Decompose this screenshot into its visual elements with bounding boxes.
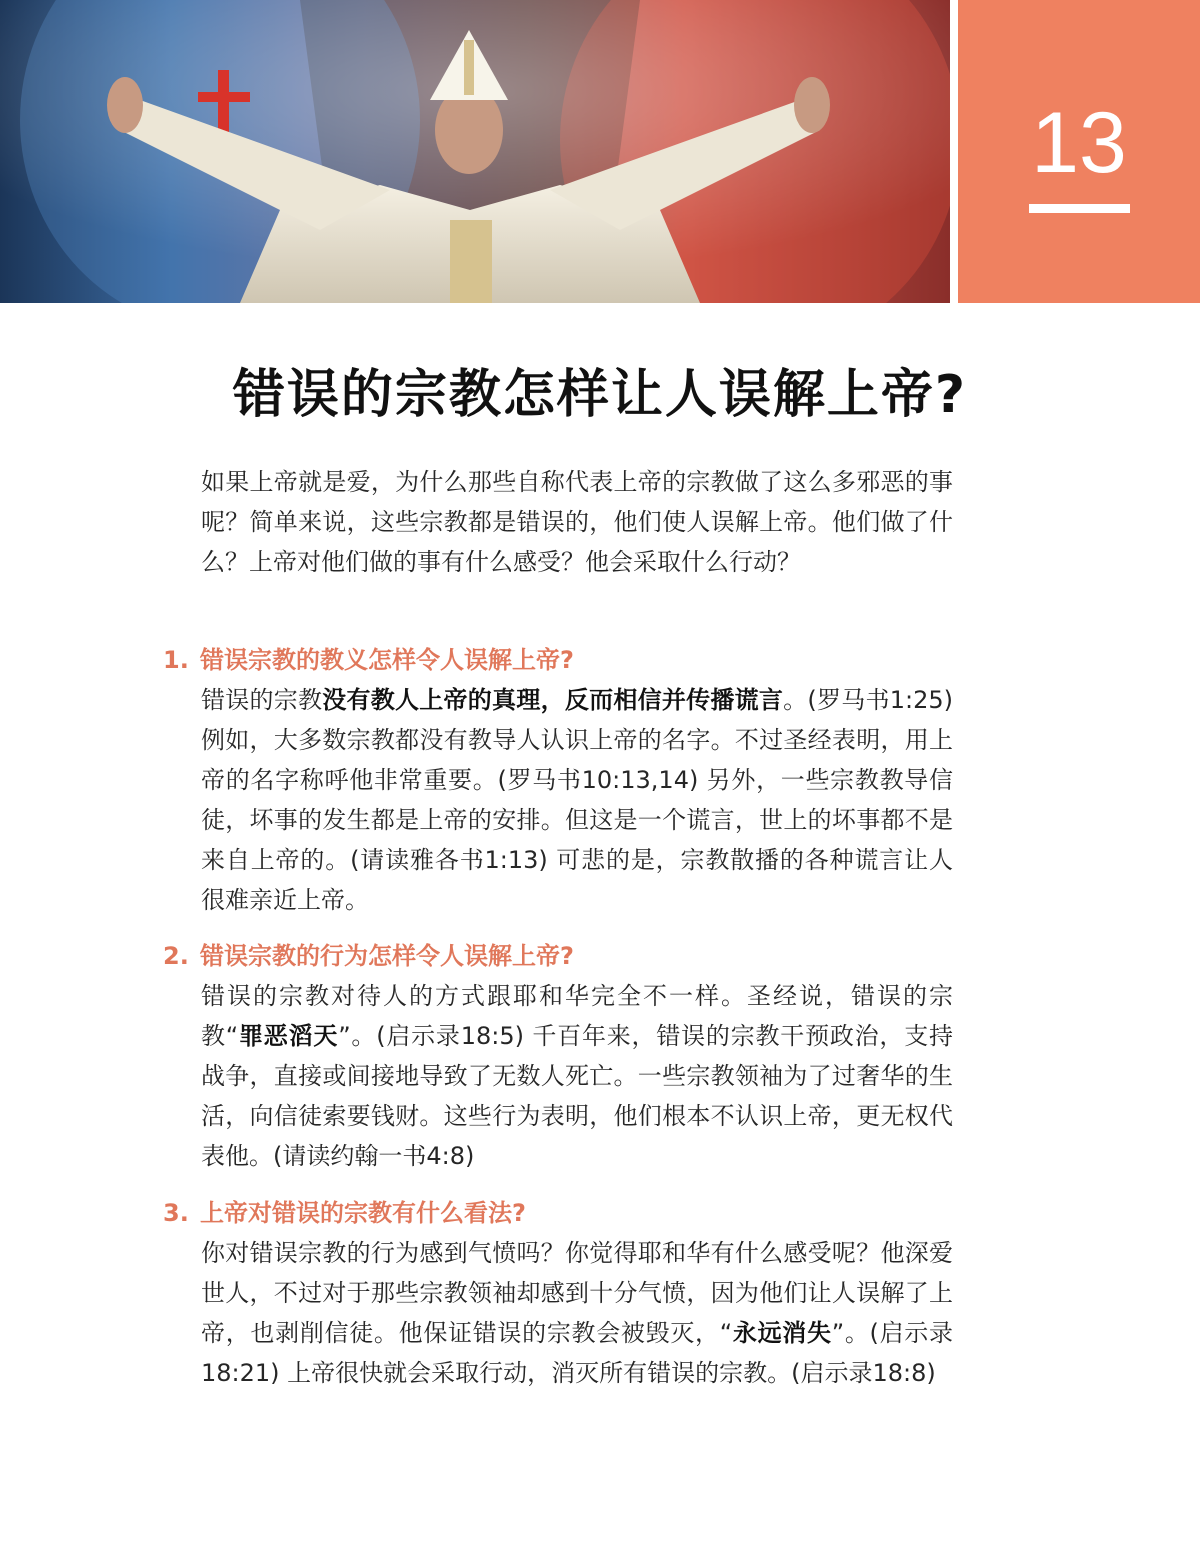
question-text: 上帝对错误的宗教有什么看法? — [200, 1199, 526, 1227]
question-3-title — [163, 1193, 526, 1228]
question-number: 1. — [163, 646, 189, 674]
body-text: ”。(启示录18:5) 千百年来，错误的宗教干预政治，支持战争，直接或间接地导致了无数人死亡。一些宗教领袖为了过奢华的生活，向信徒索要钱财。这些行为表明，他们根本不认识上帝，更无权代表他。(请读约翰一书4:8) — [201, 1022, 954, 1170]
body-text: 错误的宗教对待人的方式跟耶和华完全不一样。圣经说，错误的宗教“ — [201, 982, 953, 1050]
body-text: 你对错误宗教的行为感到气愤吗？你觉得耶和华有什么感受呢？他深爱世人，不过对于那些宗教领袖却感到十分气愤，因为他们让人误解了上帝，也剥削信徒。他保证错误的宗教会被毁灭，“ — [201, 1239, 953, 1347]
body-text: 错误的宗教 — [201, 686, 323, 714]
intro-paragraph: 如果上帝就是爱，为什么那些自称代表上帝的宗教做了这么多邪恶的事呢？简单来说，这些宗教都是错误的，他们使人误解上帝。他们做了什么？上帝对他们做的事有什么感受？他会采取什么行动？ — [201, 468, 953, 576]
lesson-number-box — [958, 0, 1200, 303]
lesson-number: 13 — [1031, 95, 1127, 191]
hero-image — [0, 0, 950, 303]
question-1-title — [163, 640, 574, 675]
priest-illustration — [0, 0, 950, 303]
body-bold-text: 罪恶滔天 — [238, 1022, 339, 1050]
question-3-body — [201, 1233, 953, 1393]
question-2-body — [201, 976, 953, 1176]
question-1-body — [201, 680, 953, 920]
body-text: ”。(启示录18:21) 上帝很快就会采取行动，消灭所有错误的宗教。(启示录18:8) — [201, 1319, 954, 1387]
question-text: 错误宗教的行为怎样令人误解上帝? — [200, 942, 574, 970]
question-number: 3. — [163, 1199, 189, 1227]
body-text: 。(罗马书1:25) 例如，大多数宗教都没有教导人认识上帝的名字。不过圣经表明，用上帝的名字称呼他非常重要。(罗马书10:13,14) 另外，一些宗教教导信徒，坏事的发生都是上帝的安排。但这是一个谎言，世上的坏事都不是来自上帝的。(请读雅各书1:13) 可悲的是，宗教散播的各种谎言让人很难亲近上帝。 — [201, 686, 954, 914]
question-number: 2. — [163, 942, 189, 970]
body-bold-text: 没有教人上帝的真理，反而相信并传播谎言 — [322, 686, 784, 714]
lesson-underline — [1029, 204, 1130, 213]
body-bold-text: 永远消失 — [732, 1319, 832, 1347]
question-text: 错误宗教的教义怎样令人误解上帝? — [200, 646, 574, 674]
question-2-title — [163, 936, 574, 971]
page-title: 错误的宗教怎样让人误解上帝? — [232, 365, 968, 425]
